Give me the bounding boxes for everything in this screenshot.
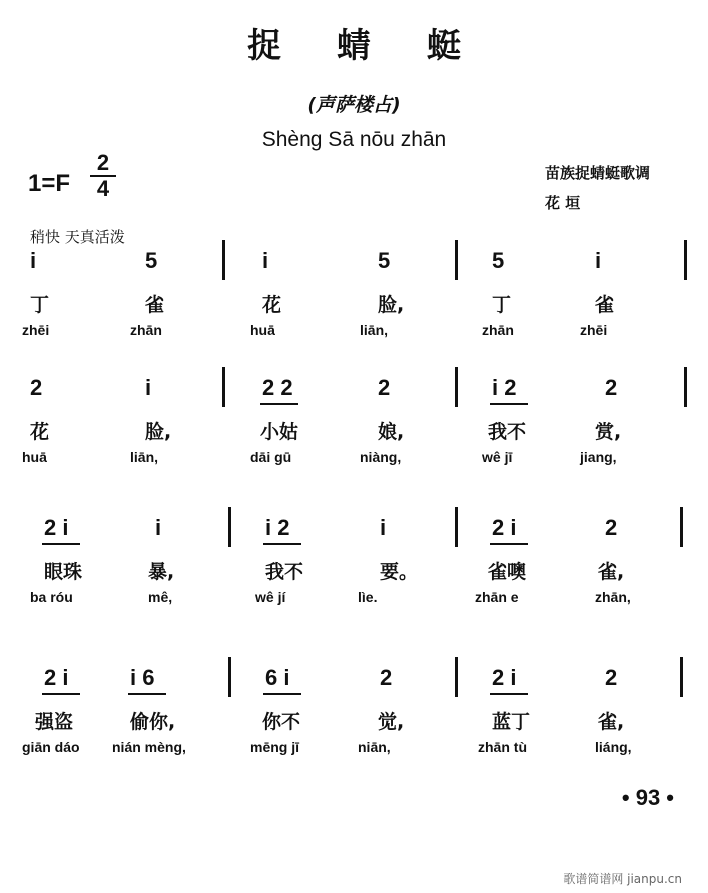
jianpu-note: 2: [605, 665, 618, 690]
lyric-pinyin: zhān tù: [478, 739, 527, 755]
lyric-text: 暴,: [148, 561, 175, 583]
lyric-pinyin: nián mèng,: [112, 739, 186, 755]
jianpu-note: 5: [492, 248, 505, 273]
time-signature-bottom: 4: [96, 176, 110, 201]
underline-beam: [263, 543, 301, 545]
song-title: 捉 蜻 蜓: [247, 26, 483, 66]
lyric-pinyin: huā: [250, 322, 275, 338]
underline-beam: [490, 403, 528, 405]
barline: [455, 507, 458, 547]
lyric-pinyin: giān dáo: [22, 739, 80, 755]
lyric-pinyin: liáng,: [595, 739, 632, 755]
lyric-pinyin: dāi gū: [250, 449, 292, 465]
time-signature-top: 2: [96, 150, 110, 175]
lyric-pinyin: wê jí: [255, 589, 286, 605]
pinyin-title: Shèng Sā nōu zhān: [261, 128, 447, 151]
lyric-text: 雀,: [598, 561, 625, 583]
lyric-text: 眼珠: [44, 561, 83, 583]
lyric-text: 我不: [265, 561, 304, 583]
lyric-text: 赏,: [595, 421, 622, 443]
lyric-text: 丁: [492, 294, 512, 316]
jianpu-note: 5: [378, 248, 391, 273]
jianpu-note: i: [145, 375, 152, 400]
lyric-pinyin: jiang,: [580, 449, 617, 465]
jianpu-note: 2: [378, 375, 391, 400]
barline: [684, 240, 687, 280]
lyric-text: 强盗: [35, 711, 74, 733]
underline-beam: [42, 693, 80, 695]
lyric-pinyin: zhēi: [22, 322, 50, 338]
barline: [228, 507, 231, 547]
lyric-text: 花: [262, 294, 282, 316]
lyric-pinyin: zhān,: [595, 589, 631, 605]
lyric-text: 小姑: [260, 421, 299, 443]
jianpu-note: 2: [605, 375, 618, 400]
tempo-marking: 稍快 天真活泼: [30, 228, 125, 246]
jianpu-note: i: [380, 515, 387, 540]
barline: [680, 657, 683, 697]
barline: [455, 367, 458, 407]
jianpu-note: 2 i: [492, 665, 517, 690]
lyric-pinyin: niān,: [358, 739, 391, 755]
lyric-pinyin: wê jī: [482, 449, 513, 465]
barline: [228, 657, 231, 697]
jianpu-note: i 2: [265, 515, 290, 540]
lyric-pinyin: zhān: [482, 322, 514, 338]
lyric-pinyin: zhān e: [475, 589, 519, 605]
jianpu-note: i 2: [492, 375, 517, 400]
lyric-text: 脸,: [145, 421, 172, 443]
barline: [680, 507, 683, 547]
underline-beam: [128, 693, 166, 695]
lyric-text: 你不: [262, 711, 301, 733]
lyric-text: 雀: [595, 294, 615, 316]
song-subtitle: (声萨楼占): [307, 94, 401, 116]
lyric-pinyin: huā: [22, 449, 47, 465]
barline: [455, 240, 458, 280]
jianpu-note: 2 2: [262, 375, 293, 400]
barline: [222, 240, 225, 280]
lyric-text: 蓝丁: [492, 711, 531, 733]
underline-beam: [260, 403, 298, 405]
key-signature: 1=F: [28, 170, 71, 197]
jianpu-note: 2: [605, 515, 618, 540]
lyric-pinyin: mê,: [148, 589, 173, 605]
underline-beam: [42, 543, 80, 545]
jianpu-note: 2: [380, 665, 393, 690]
lyric-pinyin: lìe.: [358, 589, 378, 605]
lyric-pinyin: liān,: [360, 322, 389, 338]
jianpu-note: 2 i: [44, 515, 69, 540]
jianpu-note: 2 i: [492, 515, 517, 540]
lyric-text: 觉,: [378, 711, 405, 733]
time-signature: [90, 152, 116, 200]
watermark: 歌谱简谱网 jianpu.cn: [563, 872, 682, 886]
jianpu-note: 2 i: [44, 665, 69, 690]
lyric-text: 脸,: [378, 294, 405, 316]
lyric-pinyin: zhān: [130, 322, 162, 338]
lyric-pinyin: zhēi: [580, 322, 608, 338]
barline: [684, 367, 687, 407]
jianpu-note: 2: [30, 375, 43, 400]
jianpu-note: i: [30, 248, 37, 273]
underline-beam: [490, 543, 528, 545]
barline: [455, 657, 458, 697]
lyric-text: 花: [30, 421, 50, 443]
lyric-text: 娘,: [378, 421, 405, 443]
page-number: • 93 •: [621, 785, 674, 810]
credits: [545, 158, 650, 218]
jianpu-note: i 6: [130, 665, 155, 690]
lyric-pinyin: liān,: [130, 449, 159, 465]
lyric-text: 雀,: [598, 711, 625, 733]
lyric-pinyin: niàng,: [360, 449, 402, 465]
lyric-pinyin: mēng jī: [250, 739, 300, 755]
lyric-text: 我不: [488, 421, 527, 443]
lyric-text: 丁: [30, 294, 50, 316]
lyric-text: 雀: [145, 294, 165, 316]
credits-origin: 苗族捉蜻蜓歌调: [545, 164, 651, 182]
jianpu-note: i: [155, 515, 162, 540]
lyric-text: 偷你,: [130, 711, 176, 733]
barline: [222, 367, 225, 407]
lyric-text: 雀噢: [488, 561, 527, 583]
jianpu-note: i: [595, 248, 602, 273]
jianpu-note: i: [262, 248, 269, 273]
underline-beam: [263, 693, 301, 695]
jianpu-note: 5: [145, 248, 158, 273]
credits-region: 花 垣: [545, 194, 581, 212]
jianpu-note: 6 i: [265, 665, 290, 690]
lyric-pinyin: ba róu: [30, 589, 73, 605]
underline-beam: [490, 693, 528, 695]
lyric-text: 要。: [380, 561, 419, 583]
